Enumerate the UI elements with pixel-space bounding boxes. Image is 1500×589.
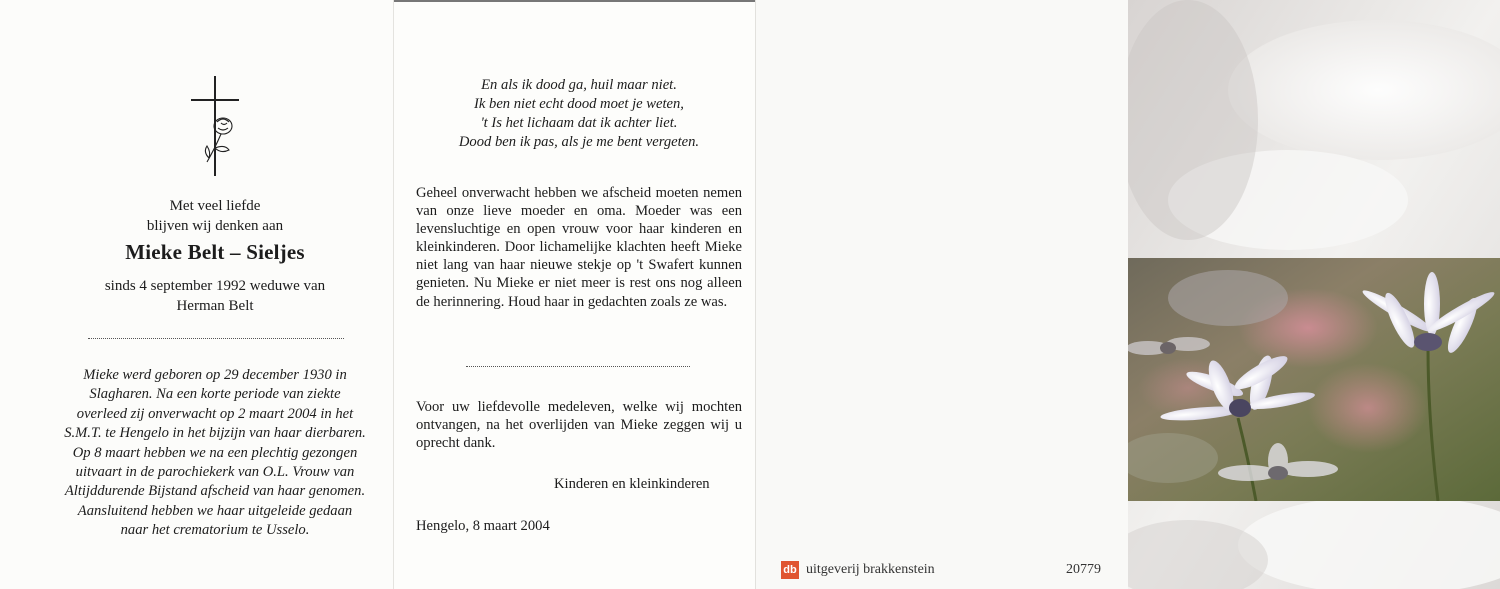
biography-line: overleed zij onverwacht op 2 maart 2004 in het: [76, 405, 354, 422]
poem-line: En als ik dood ga, huil maar niet.: [481, 77, 677, 93]
card-cover-panel: [1128, 0, 1500, 589]
biography-line: Slagharen. Na een korte periode van ziekte: [89, 386, 341, 403]
publisher-logo-icon: db: [781, 561, 799, 579]
widow-text: [40, 276, 390, 316]
card-inside-panel: [393, 0, 755, 589]
biography-line: Aansluitend hebben we haar uitgeleide gedaan: [77, 502, 353, 519]
widow-line: sinds 4 september 1992 weduwe van: [104, 278, 326, 294]
top-edge-line: [394, 0, 756, 2]
signature: Kinderen en kleinkinderen: [554, 476, 710, 492]
card-front-panel: [0, 0, 393, 589]
daisy-photo-image: [1128, 258, 1500, 501]
poem-line: 't Is het lichaam dat ik achter liet.: [480, 115, 678, 131]
thanks-paragraph: Voor uw liefdevolle medeleven, welke wij mochten ontvangen, na het overlijden van Mieke zeggen wij u oprecht dank.: [416, 399, 742, 452]
biography-line: Altijddurende Bijstand afscheid van haar genomen.: [64, 483, 366, 500]
widow-line: Herman Belt: [176, 298, 254, 314]
intro-line: Met veel liefde: [169, 198, 261, 214]
biography: [50, 366, 380, 541]
biography-line: uitvaart in de parochiekerk van O.L. Vrouw van: [75, 464, 355, 481]
poem-line: Ik ben niet echt dood moet je weten,: [474, 96, 684, 112]
biography-line: naar het crematorium te Usselo.: [120, 522, 310, 539]
dotted-divider: [88, 338, 344, 339]
biography-line: Mieke werd geboren op 29 december 1930 in: [83, 367, 347, 383]
cross-with-rose-icon: [185, 76, 245, 178]
poem: [414, 76, 744, 152]
biography-line: S.M.T. te Hengelo in het bijzijn van haar dierbaren.: [64, 425, 366, 442]
intro-line: blijven wij denken aan: [146, 218, 284, 234]
card-code: 20779: [1066, 562, 1101, 577]
card-back-panel: [755, 0, 1128, 589]
deceased-name: Mieke Belt – Sieljes: [125, 240, 305, 264]
poem-line: Dood ben ik pas, als je me bent vergeten.: [458, 134, 700, 150]
place-date: Hengelo, 8 maart 2004: [416, 518, 550, 534]
publisher-name: uitgeverij brakkenstein: [806, 562, 935, 577]
intro-text: [40, 196, 390, 236]
dotted-divider: [466, 366, 690, 367]
biography-line: Op 8 maart hebben we na een plechtig gezongen: [72, 444, 358, 461]
farewell-paragraph: Geheel onverwacht hebben we afscheid moeten nemen van onze lieve moeder en oma. Moeder was een levensluchtige en open vrouw voor haar kinderen en kleinkinderen. Door lichamelijke klachten heeft Mieke niet lang van haar nieuwe stekje op 't Swafert kunnen genieten. Nu Mieke er niet meer is rest ons nog alleen de herinnering. Houd haar in gedachten zoals ze was.: [416, 185, 742, 310]
